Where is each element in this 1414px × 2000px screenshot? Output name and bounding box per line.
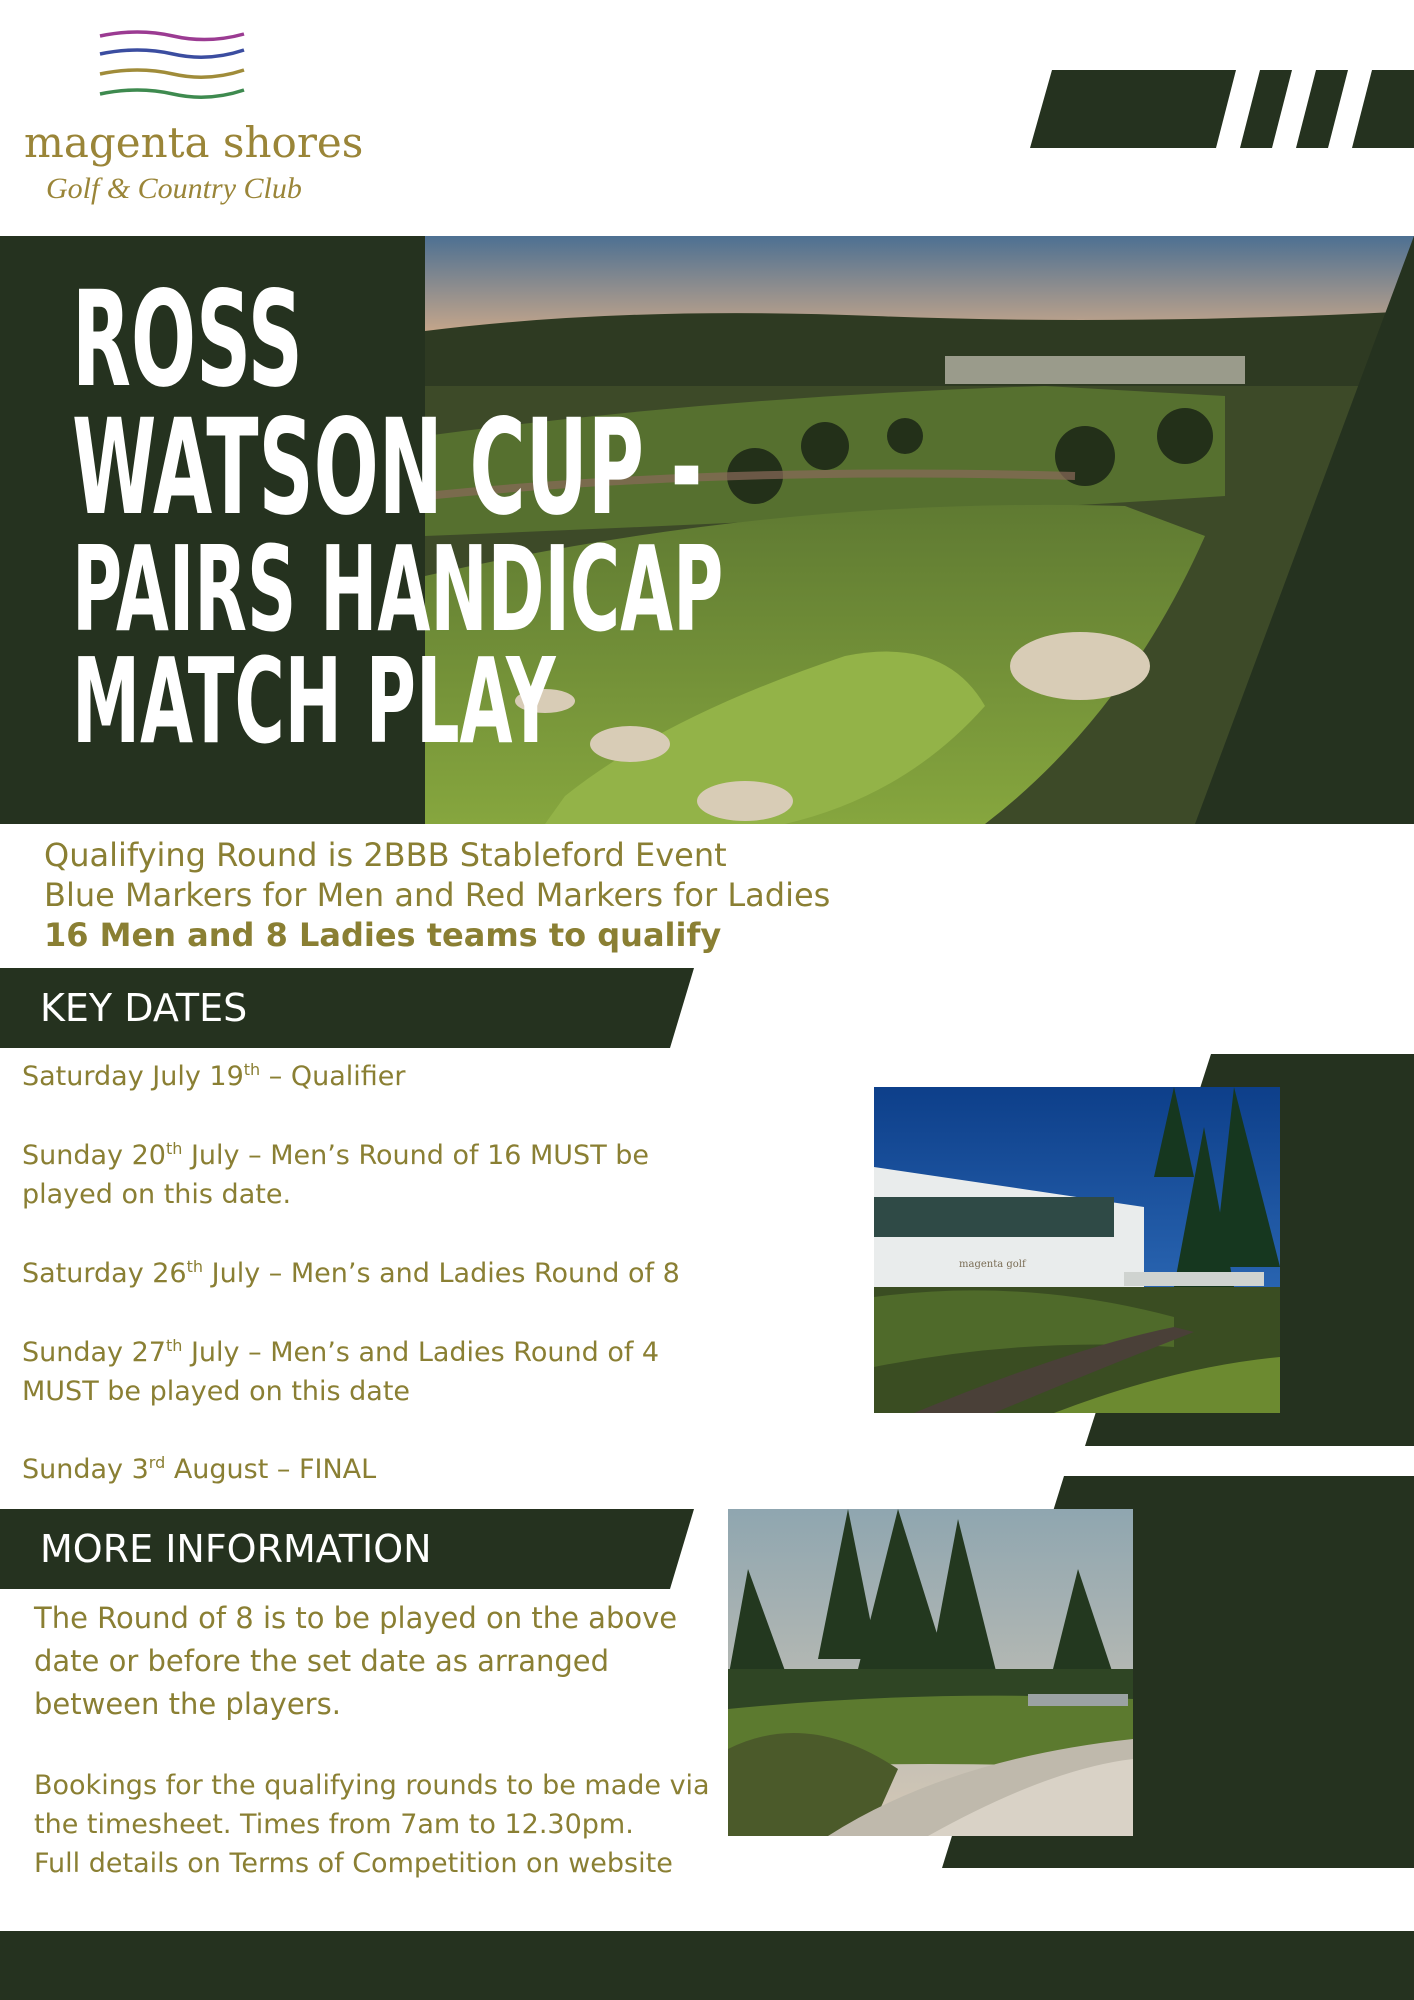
more-info-banner [0, 1509, 700, 1589]
event-title [72, 263, 1195, 770]
info-paragraph-2: Bookings for the qualifying rounds to be made via the timesheet. Times from 7am to 12.30pm. Full details on Terms of Competition on website [34, 1770, 710, 1879]
club-logo [20, 28, 364, 218]
intro-line-2: Blue Markers for Men and Red Markers for Ladies [44, 876, 831, 914]
key-dates-heading: KEY DATES [40, 986, 248, 1030]
more-info-heading: MORE INFORMATION [40, 1527, 432, 1571]
date-round-of-8: Saturday 26th July – Men’s and Ladies Round of 8 [22, 1257, 680, 1289]
intro-line-1: Qualifying Round is 2BBB Stableford Event [44, 836, 727, 874]
title-line-1: ROSS [72, 263, 303, 417]
decorative-stripes [1030, 70, 1414, 150]
date-round-of-16: Sunday 20th July – Men’s Round of 16 MUST be played on this date. [22, 1139, 650, 1210]
brand-subtitle: Golf & Country Club [46, 172, 302, 205]
intro-line-3: 16 Men and 8 Ladies teams to qualify [44, 916, 722, 954]
title-line-2: WATSON CUP - [72, 391, 703, 545]
date-round-of-4: Sunday 27th July – Men’s and Ladies Round of 4 MUST be played on this date [22, 1336, 660, 1407]
title-line-3: PAIRS HANDICAP [72, 520, 724, 658]
date-qualifier: Saturday July 19th – Qualifier [22, 1060, 406, 1092]
brand-name: magenta shores [24, 118, 364, 167]
title-line-4: MATCH PLAY [72, 632, 556, 770]
date-final: Sunday 3rd August – FINAL [22, 1453, 377, 1485]
course-photo [728, 1509, 1133, 1836]
footer-bar [0, 1931, 1414, 2000]
key-dates-banner [0, 968, 700, 1048]
hero-banner [0, 236, 1414, 824]
info-paragraph-1: The Round of 8 is to be played on the above date or before the set date as arranged between the players. [34, 1601, 678, 1721]
wave-logo-icon [98, 28, 248, 108]
clubhouse-sign: magenta golf [959, 1259, 1026, 1270]
clubhouse-photo [874, 1087, 1280, 1413]
